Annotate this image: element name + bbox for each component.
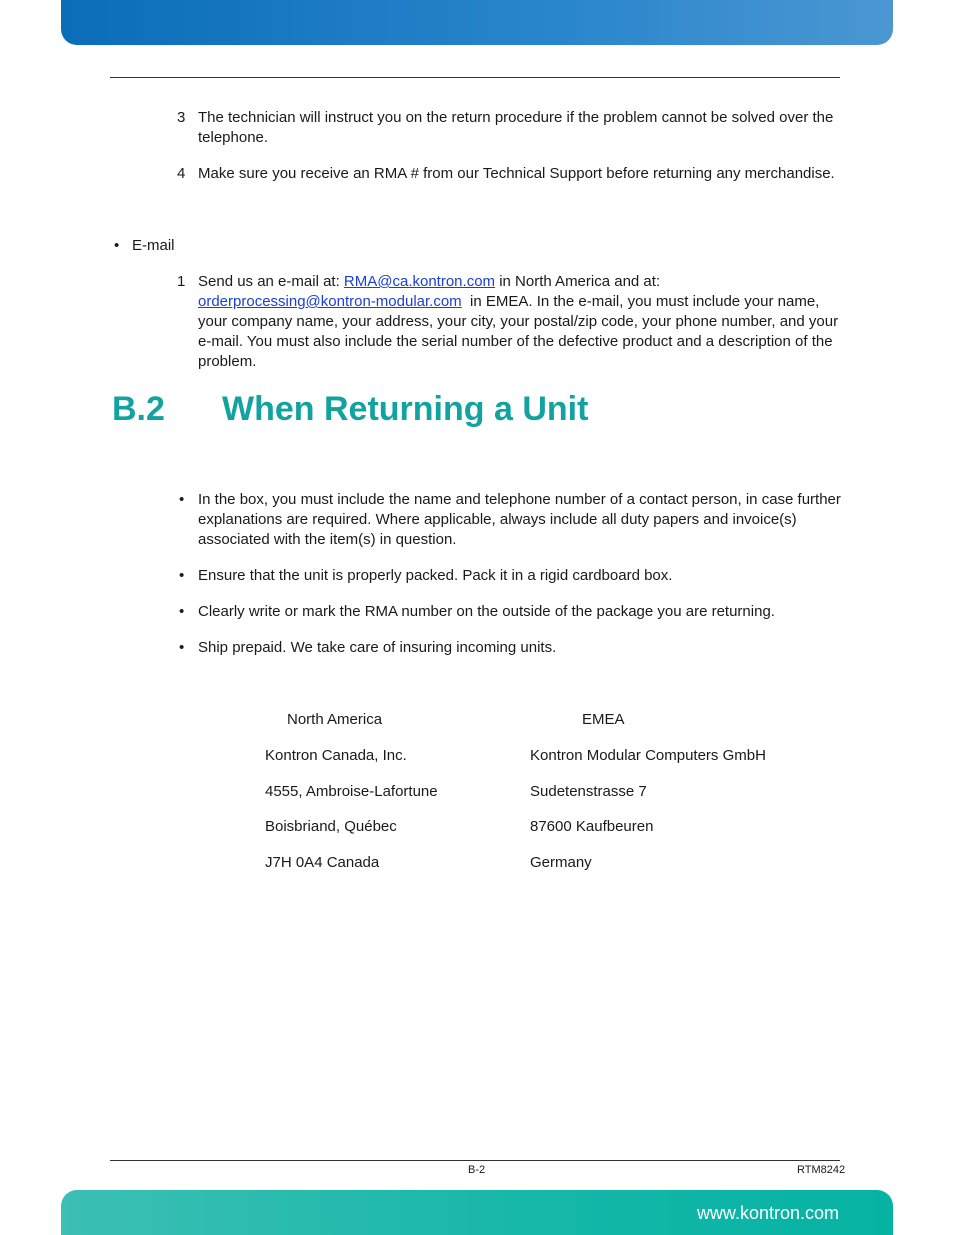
section-number: B.2 xyxy=(112,390,165,428)
bullet-glyph: • xyxy=(114,237,120,254)
list-item xyxy=(177,566,842,586)
bullet-glyph: • xyxy=(179,567,185,584)
north-america-header: North America xyxy=(287,711,383,728)
website-link[interactable]: www.kontron.com xyxy=(696,1203,839,1223)
step-number: 3 xyxy=(177,109,186,126)
step-4 xyxy=(177,164,842,184)
emea-address-line: Germany xyxy=(530,854,592,871)
emea-header: EMEA xyxy=(582,711,625,728)
bullet-glyph: • xyxy=(179,639,185,656)
bullet-text: In the box, you must include the name and telephone number of a contact person, in case further explanations are required. Where applicable, always include all duty papers and invoice(s) associated with the item(s) in question. xyxy=(198,491,841,548)
emea-address-line: 87600 Kaufbeuren xyxy=(530,818,654,835)
footer-banner xyxy=(61,1190,893,1235)
bullet-text: Ship prepaid. We take care of insuring incoming units. xyxy=(198,639,557,656)
rma-email-link[interactable]: RMA@ca.kontron.com xyxy=(343,273,496,290)
na-address-line: Kontron Canada, Inc. xyxy=(265,747,407,764)
email-suffix: in EMEA. In the e-mail, you must include your name, your company name, your address, your city, your postal/zip code, your phone number, and your e-mail. You must also include the serial number of the defective product and a description of the problem. xyxy=(198,293,843,370)
na-address-line: J7H 0A4 Canada xyxy=(265,854,380,871)
list-item xyxy=(177,490,842,550)
step-text: Make sure you receive an RMA # from our Technical Support before returning any merchandise. xyxy=(198,165,835,182)
step-3 xyxy=(177,108,842,148)
email-bullet xyxy=(112,236,175,256)
list-item xyxy=(177,638,842,658)
bullet-text: Clearly write or mark the RMA number on the outside of the package you are returning. xyxy=(198,603,775,620)
email-step-text xyxy=(198,272,842,372)
email-prefix: Send us an e-mail at: xyxy=(198,273,344,290)
header-rule xyxy=(110,77,840,78)
document-id: RTM8242 xyxy=(797,1164,846,1176)
email-middle: in North America and at: xyxy=(495,273,661,290)
emea-address-line: Sudetenstrasse 7 xyxy=(530,783,647,800)
bullet-glyph: • xyxy=(179,603,185,620)
bullet-glyph: • xyxy=(179,491,185,508)
email-step-1 xyxy=(177,272,842,372)
section-title: When Returning a Unit xyxy=(222,390,589,428)
header-banner xyxy=(61,0,893,45)
step-number: 1 xyxy=(177,273,186,290)
step-text: The technician will instruct you on the return procedure if the problem cannot be solved over the telephone. xyxy=(198,109,834,146)
page-number: B-2 xyxy=(468,1164,486,1176)
email-label: E-mail xyxy=(132,237,175,254)
na-address-line: 4555, Ambroise-Lafortune xyxy=(265,783,438,800)
footer-rule xyxy=(110,1160,840,1161)
na-address-line: Boisbriand, Québec xyxy=(265,818,397,835)
orderprocessing-email-link[interactable]: orderprocessing@kontron-modular.com xyxy=(198,293,462,310)
bullet-text: Ensure that the unit is properly packed. Pack it in a rigid cardboard box. xyxy=(198,567,673,584)
emea-address-line: Kontron Modular Computers GmbH xyxy=(530,747,766,764)
list-item xyxy=(177,602,842,622)
step-number: 4 xyxy=(177,165,186,182)
